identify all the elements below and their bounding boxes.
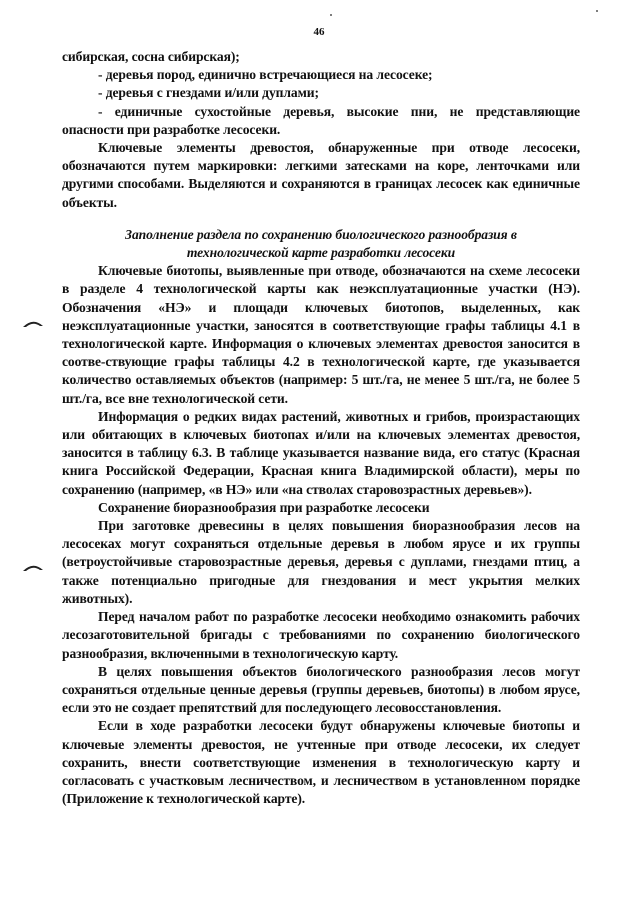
document-body [62, 48, 580, 808]
punch-hole-mark-icon [22, 562, 44, 572]
list-item: - единичные сухостойные деревья, высокие пни, не представляющие опасности при разработке лесосеки. [62, 103, 580, 137]
list-item: - деревья с гнездами и/или дуплами; [98, 85, 319, 101]
scan-speck [330, 14, 332, 16]
page-number: 46 [313, 26, 325, 38]
paragraph: Ключевые биотопы, выявленные при отводе, обозначаются на схеме лесосеки в разделе 4 технологической карты как неэксплуатационные участки (НЭ). Обозначения «НЭ» и площади ключевых биотопов, выделенных, как неэксплуатационные участки, заносятся в соответствующие графы таблицы 4.1 в технологической карте. Информация о ключевых элементах древостоя заносится в соотве-ствующие графы таблицы 4.2 в технологической карте, где указывается количество оставляемых объектов (например: 5 шт./га, не менее 5 шт./га, не более 5 шт./га, все вне технологической сети. [62, 263, 580, 406]
section-heading: Заполнение раздела по сохранению биологического разнообразия в технологической карте разработки лесосеки [125, 226, 517, 261]
punch-hole-mark-icon [22, 318, 44, 328]
paragraph: Перед началом работ по разработке лесосеки необходимо ознакомить рабочих лесозаготовительной бригады с требованиями по сохранению биологического разнообразия, включенными в технологическую карту. [62, 609, 580, 661]
paragraph: Ключевые элементы древостоя, обнаруженные при отводе лесосеки, обозначаются путем маркировки: легкими затесками на коре, ленточками или другими способами. Выделяются и сохраняются в границах лесосек как единичные объекты. [62, 140, 580, 210]
list-item: - деревья пород, единично встречающиеся на лесосеке; [98, 67, 433, 83]
subsection-title: Сохранение биоразнообразия при разработке лесосеки [98, 499, 430, 515]
paragraph: Если в ходе разработки лесосеки будут обнаружены ключевые биотопы и ключевые элементы древостоя, не учтенные при отводе лесосеки, их следует сохранить, внести соответствующие изменения в технологическую карту и согласовать с участковым лесничеством, и лесничеством в установленном порядке (Приложение к технологической карте). [62, 718, 580, 807]
paragraph: В целях повышения объектов биологического разнообразия лесов могут сохраняться отдельные ценные деревья (группы деревьев, биотопы) в любом ярусе, если это не создает препятствий для последующего лесовосстановления. [62, 663, 580, 716]
paragraph: Информация о редких видах растений, животных и грибов, произрастающих или обитающих в ключевых биотопах и/или на ключевых элементах древостоя, заносится в таблицу 6.3. В таблице указывается название вида, его статус (Красная книга Российской Федерации, Красная книга Владимирской области), меры по сохранению (например, «в НЭ» или «на стволах старовозрастных деревьев»). [62, 408, 580, 497]
paragraph: сибирская, сосна сибирская); [62, 49, 240, 64]
paragraph: При заготовке древесины в целях повышения биоразнообразия лесов на лесосеках могут сохраняться отдельные деревья в любом ярусе и их группы (ветроустойчивые старовозрастные деревья, деревья с дуплами, гнездами птиц, а также потенциально пригодные для гнездования и мест укрытия мелких животных). [62, 518, 580, 606]
scan-speck [596, 10, 598, 12]
